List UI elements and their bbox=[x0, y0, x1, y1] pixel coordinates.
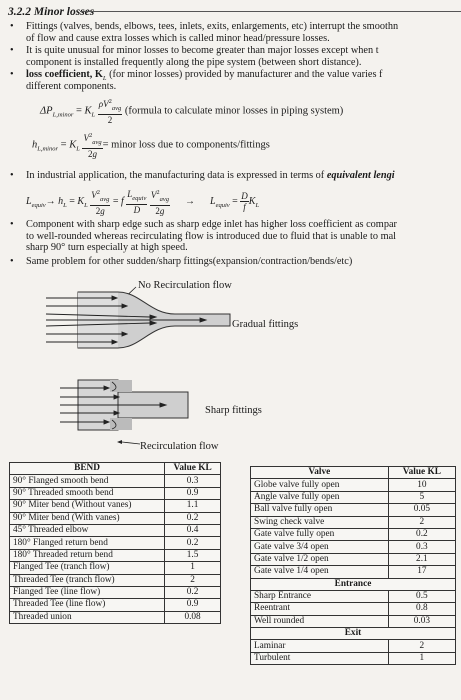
table-row bbox=[10, 500, 221, 512]
loss-value-cell: 0.9 bbox=[165, 599, 221, 611]
bullet-line: It is quite unusual for minor losses to become greater than major losses except when t bbox=[26, 45, 379, 56]
bullet-dot: • bbox=[10, 256, 14, 267]
sharp-fitting bbox=[60, 380, 188, 444]
sharp-fittings-label: Sharp fittings bbox=[205, 405, 262, 416]
formula-caption: (formula to calculate minor losses in piping system) bbox=[124, 105, 344, 117]
table-row bbox=[251, 615, 456, 627]
table-row bbox=[251, 541, 456, 553]
bullet-dot: • bbox=[10, 219, 14, 230]
bullet-line: Fittings (valves, bends, elbows, tees, inlets, exits, enlargements, etc) interrupt the smoothn bbox=[26, 21, 399, 32]
table-row bbox=[10, 599, 221, 611]
bullet-line: Same problem for other sudden/sharp fittings(expansion/contraction/bends/etc) bbox=[26, 256, 353, 267]
loss-value-cell: 0.2 bbox=[165, 537, 221, 549]
fitting-name-cell: 180° Flanged return bend bbox=[10, 537, 165, 549]
loss-value-cell: 0.5 bbox=[388, 590, 455, 602]
loss-value-cell: 0.05 bbox=[388, 504, 455, 516]
table-row bbox=[251, 640, 456, 652]
bullet-dot: • bbox=[10, 69, 14, 80]
loss-value-cell: 0.3 bbox=[165, 475, 221, 487]
loss-value-cell: 0.2 bbox=[165, 586, 221, 598]
table-row bbox=[251, 603, 456, 615]
valve-table bbox=[250, 466, 456, 665]
bullet-industrial bbox=[10, 170, 456, 183]
bullet-fittings bbox=[10, 21, 456, 45]
table-row bbox=[10, 487, 221, 499]
table-row bbox=[251, 553, 456, 565]
bend-table bbox=[9, 462, 221, 624]
loss-coefficient-term: loss coefficient, K bbox=[26, 69, 103, 80]
bullet-dot: • bbox=[10, 170, 14, 181]
loss-value-cell: 2 bbox=[388, 516, 455, 528]
loss-value-cell: 2.1 bbox=[388, 553, 455, 565]
fitting-name-cell: Globe valve fully open bbox=[251, 479, 389, 491]
loss-value-cell: 0.8 bbox=[388, 603, 455, 615]
loss-value-cell: 0.03 bbox=[388, 615, 455, 627]
header-rule bbox=[80, 11, 461, 12]
loss-value-cell: 1 bbox=[388, 652, 455, 664]
fitting-name-cell: Swing check valve bbox=[251, 516, 389, 528]
table-row bbox=[251, 528, 456, 540]
fitting-name-cell: 90° Flanged smooth bend bbox=[10, 475, 165, 487]
recirculation-label: Recirculation flow bbox=[140, 441, 219, 452]
fitting-name-cell: Flanged Tee (line flow) bbox=[10, 586, 165, 598]
fitting-name-cell: Laminar bbox=[251, 640, 389, 652]
fitting-name-cell: Angle valve fully open bbox=[251, 491, 389, 503]
table-row bbox=[251, 479, 456, 491]
equivalent-length-term: equivalent lengi bbox=[326, 170, 395, 181]
loss-value-cell: 5 bbox=[388, 491, 455, 503]
value-header: Value KL bbox=[388, 467, 455, 479]
loss-value-cell: 2 bbox=[388, 640, 455, 652]
equivalent-length-formula: $L_{equiv}\to h_L = K_L$ $\frac{V^2_{avg}}{2g}$ = f $\frac{L_{equiv}}{D}$ $\frac{V^2_{avg}}{2g}$ → $L_{equiv}$ = $\frac{D}{f}$ $K_L$ bbox=[26, 189, 260, 216]
fitting-name-cell: 90° Miter bend (Without vanes) bbox=[10, 500, 165, 512]
bullet-line: different components. bbox=[26, 80, 117, 92]
fitting-name-cell: Gate valve 3/4 open bbox=[251, 541, 389, 553]
bullet-unusual bbox=[10, 45, 456, 69]
fitting-name-cell: Reentrant bbox=[251, 603, 389, 615]
table-row bbox=[10, 574, 221, 586]
fitting-name-cell: Threaded union bbox=[10, 611, 165, 623]
loss-value-cell: 2 bbox=[165, 574, 221, 586]
loss-value-cell: 10 bbox=[388, 479, 455, 491]
fitting-name-cell: Ball valve fully open bbox=[251, 504, 389, 516]
table-row bbox=[251, 491, 456, 503]
fitting-name-cell: Gate valve fully open bbox=[251, 528, 389, 540]
fitting-name-cell: Flanged Tee (tranch flow) bbox=[10, 562, 165, 574]
table-row bbox=[10, 586, 221, 598]
table-row bbox=[251, 590, 456, 602]
table-row bbox=[10, 537, 221, 549]
bullet-line: of flow and cause extra losses which is called minor head/pressure losses. bbox=[26, 32, 330, 44]
table-row bbox=[10, 524, 221, 536]
table-row bbox=[10, 549, 221, 561]
fitting-name-cell: Threaded Tee (line flow) bbox=[10, 599, 165, 611]
gradual-fitting bbox=[46, 292, 230, 348]
formula-caption: = minor loss due to components/fittings bbox=[102, 139, 270, 151]
entrance-section-label: Entrance bbox=[251, 578, 456, 590]
bullet-dot: • bbox=[10, 21, 14, 32]
loss-value-cell: 0.2 bbox=[165, 512, 221, 524]
fitting-name-cell: 90° Threaded smooth bend bbox=[10, 487, 165, 499]
fitting-name-cell: 45° Threaded elbow bbox=[10, 524, 165, 536]
table-row bbox=[10, 512, 221, 524]
table-row bbox=[10, 475, 221, 487]
bullet-loss-coefficient: • loss coefficient, $K_L$ (for minor losses) provided by manufacturer and the value varies f different components. bbox=[10, 69, 383, 92]
valve-header: Valve bbox=[251, 467, 389, 479]
fitting-name-cell: Sharp Entrance bbox=[251, 590, 389, 602]
fitting-name-cell: Gate valve 1/2 open bbox=[251, 553, 389, 565]
no-recirculation-label: No Recirculation flow bbox=[138, 280, 232, 291]
loss-value-cell: 1.1 bbox=[165, 500, 221, 512]
fitting-name-cell: 90° Miter bend (With vanes) bbox=[10, 512, 165, 524]
fitting-name-cell: Threaded Tee (tranch flow) bbox=[10, 574, 165, 586]
table-row bbox=[10, 562, 221, 574]
loss-value-cell: 0.08 bbox=[165, 611, 221, 623]
bullet-line: Component with sharp edge such as sharp edge inlet has higher loss coefficient as compar bbox=[26, 219, 397, 230]
fitting-name-cell: Turbulent bbox=[251, 652, 389, 664]
table-row bbox=[251, 504, 456, 516]
loss-value-cell: 0.2 bbox=[388, 528, 455, 540]
bend-header: BEND bbox=[10, 463, 165, 475]
bullet-line: component is installed frequently along the pipe system (between short distance). bbox=[26, 56, 362, 68]
value-header: Value KL bbox=[165, 463, 221, 475]
bullet-line: In industrial application, the manufacturing data is expressed in terms of bbox=[26, 170, 325, 181]
bullet-line: (for minor losses) provided by manufacturer and the value varies f bbox=[106, 69, 383, 80]
minor-head-loss-formula: $h_{L,minor} = K_L$ $\frac{V^2_{avg}}{2g}$ = minor loss due to components/fittings bbox=[32, 132, 270, 159]
table-row bbox=[251, 516, 456, 528]
bullet-sharp-edge bbox=[10, 219, 456, 255]
loss-value-cell: 0.3 bbox=[388, 541, 455, 553]
table-row bbox=[10, 611, 221, 623]
exit-section-label: Exit bbox=[251, 628, 456, 640]
table-row bbox=[251, 566, 456, 578]
gradual-fittings-label: Gradual fittings bbox=[232, 319, 299, 330]
section-title: 3.2.2 Minor losses bbox=[8, 6, 95, 18]
loss-value-cell: 1 bbox=[165, 562, 221, 574]
fitting-name-cell: Well rounded bbox=[251, 615, 389, 627]
bullet-line: sharp 90° turn especially at high speed. bbox=[26, 242, 188, 254]
loss-value-cell: 0.9 bbox=[165, 487, 221, 499]
fittings-diagram bbox=[0, 270, 461, 470]
loss-value-cell: 17 bbox=[388, 566, 455, 578]
bullet-same-problem bbox=[10, 256, 456, 269]
table-row bbox=[251, 652, 456, 664]
loss-value-cell: 0.4 bbox=[165, 524, 221, 536]
fitting-name-cell: 180° Threaded return bend bbox=[10, 549, 165, 561]
bullet-line: to well-rounded whereas recirculating flow is introduced due to fluid that is unable to mal bbox=[26, 230, 397, 242]
minor-loss-pressure-formula: $\Delta P_{L,minor} = K_L$ $\frac{\rho V^2_{avg}}{2}$ (formula to calculate minor losses in piping system) bbox=[40, 98, 344, 125]
fitting-name-cell: Gate valve 1/4 open bbox=[251, 566, 389, 578]
bullet-dot: • bbox=[10, 45, 14, 56]
loss-value-cell: 1.5 bbox=[165, 549, 221, 561]
